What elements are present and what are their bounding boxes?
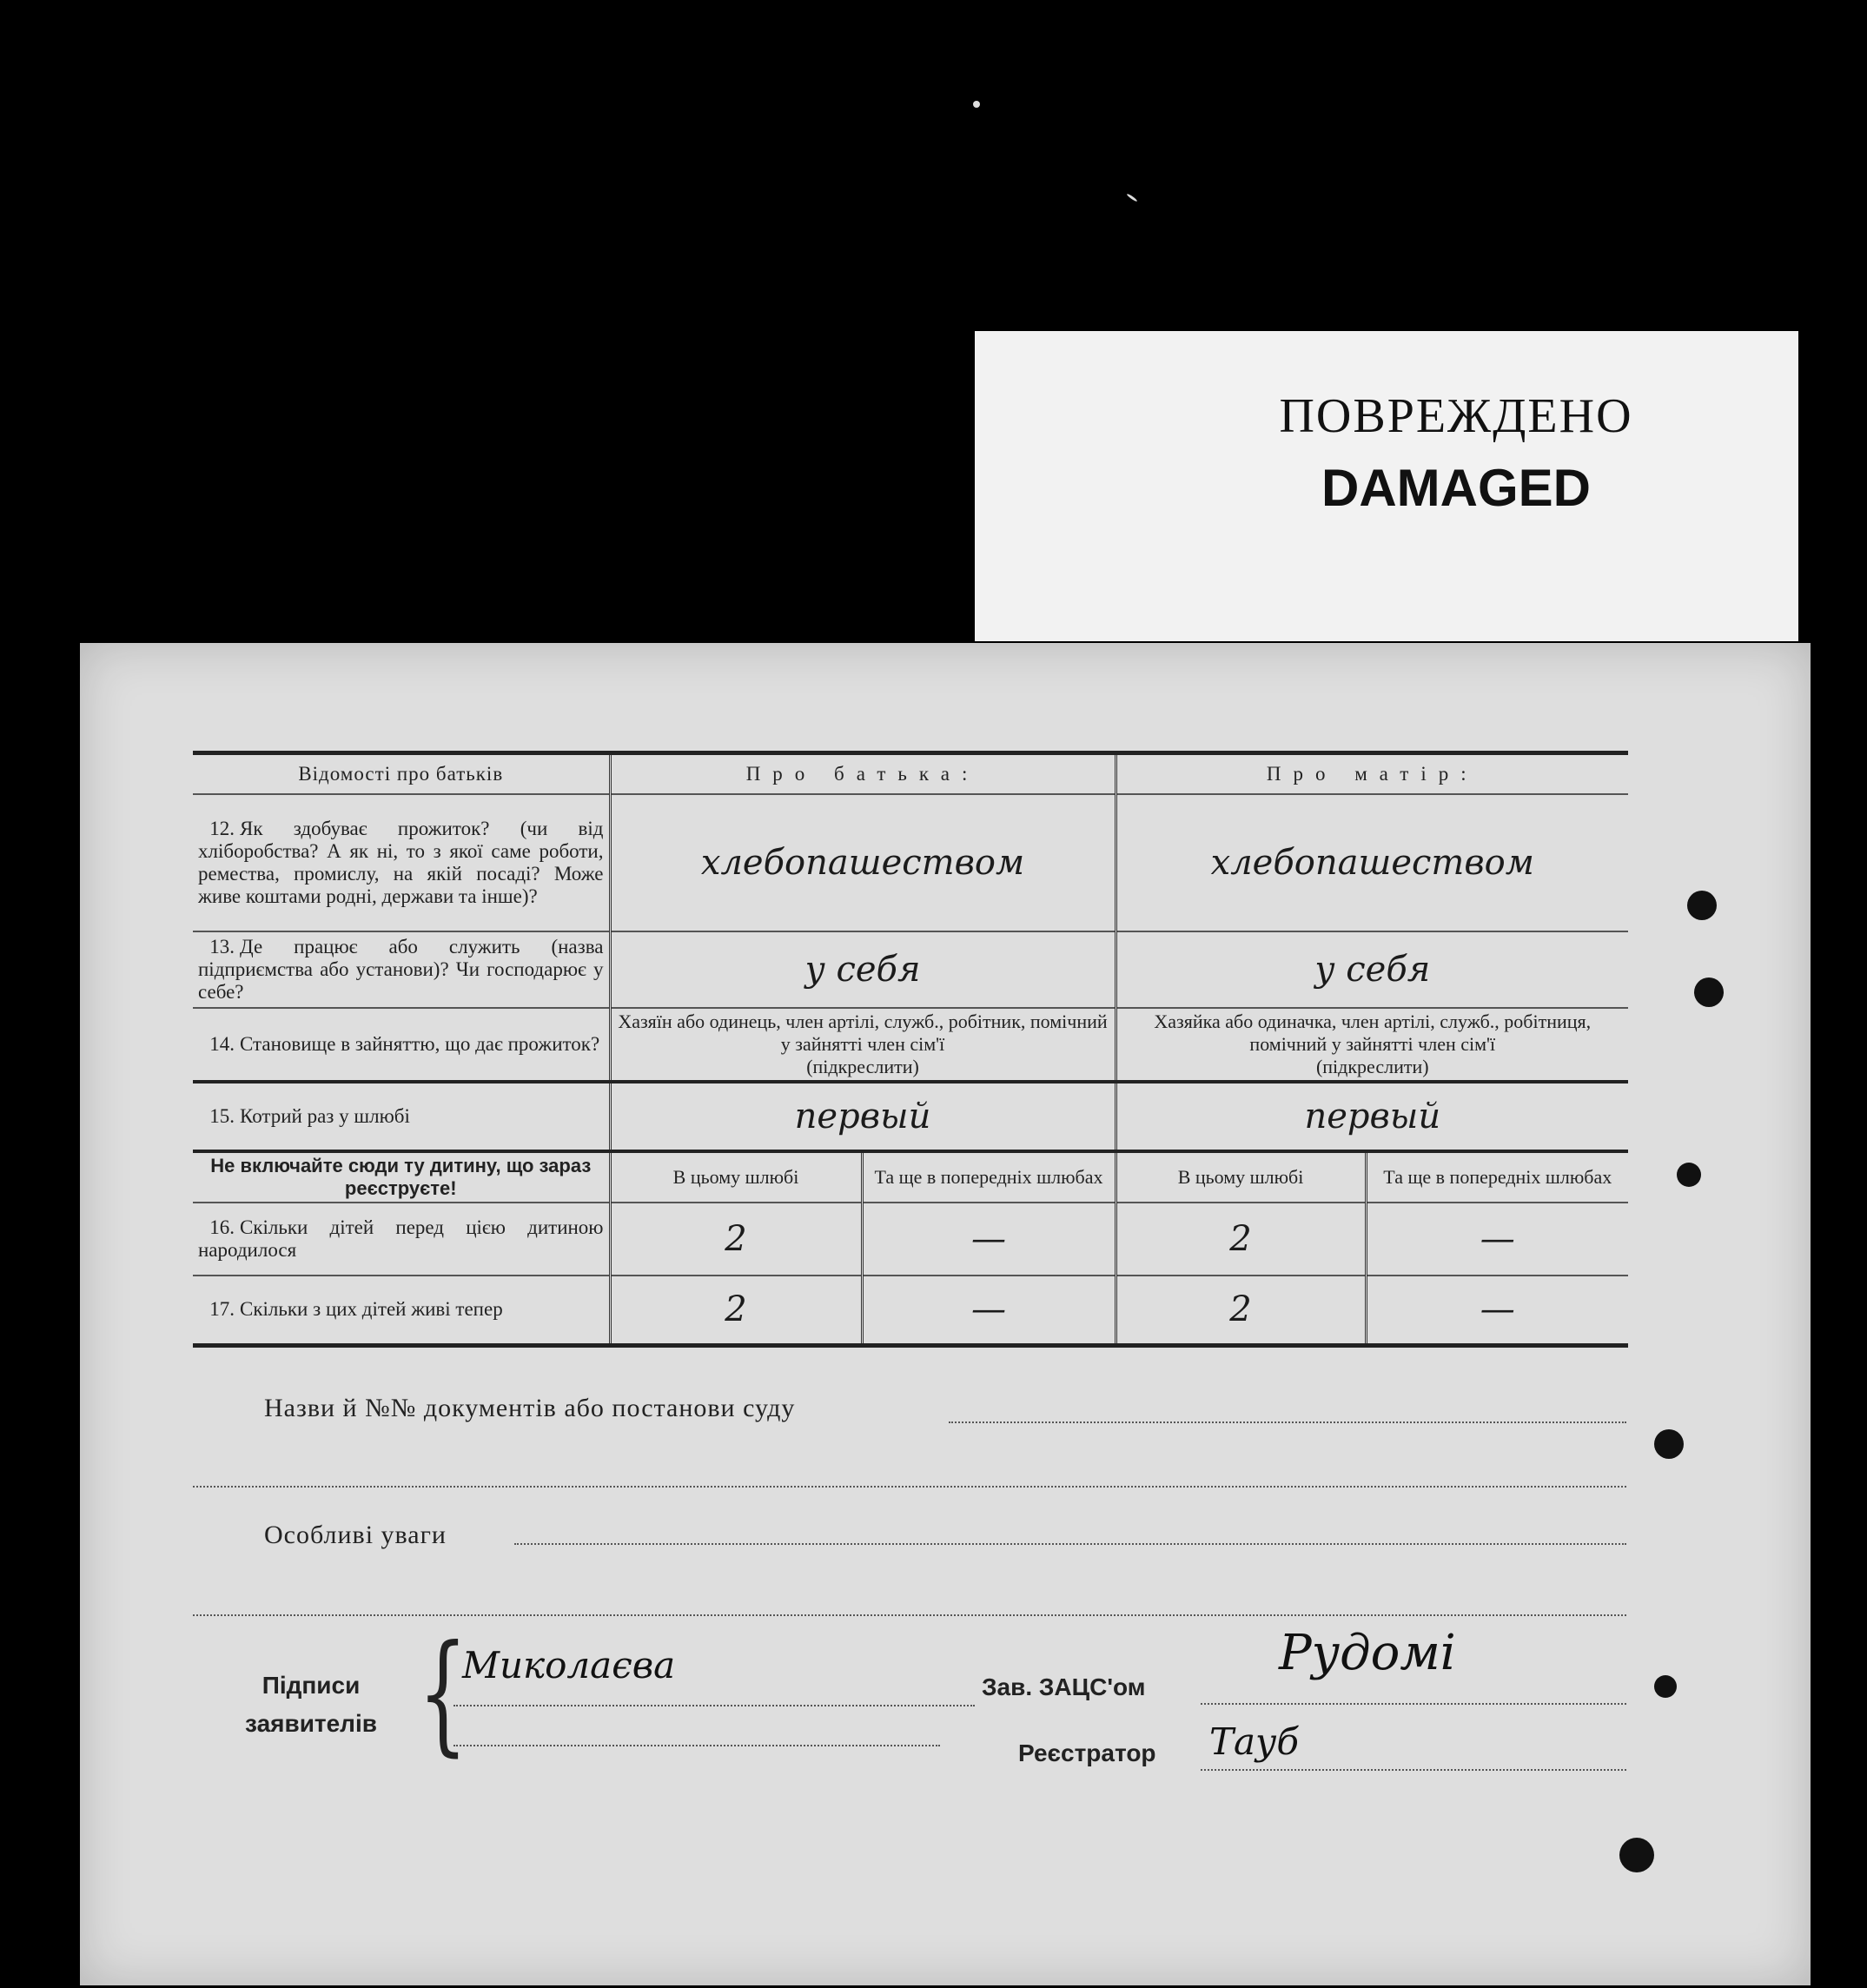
header-father: Про батька: (610, 753, 1116, 795)
question-15: 15. Котрий раз у шлюбі (193, 1082, 610, 1151)
documents-line-2 (193, 1486, 1626, 1488)
registrar-sig-line (1201, 1769, 1626, 1771)
punch-hole (1619, 1838, 1654, 1872)
father-livelihood: хлебопашеством (610, 794, 1116, 931)
note-exclude-child: Не включайте сюди ту дитину, що зараз реєструєте! (193, 1151, 610, 1203)
dust-speck (1126, 193, 1137, 202)
mother-workplace: у себя (1116, 931, 1628, 1008)
header-mother: Про матір: (1116, 753, 1628, 795)
head-sig-line (1201, 1703, 1626, 1705)
q17-father-prev: — (862, 1276, 1116, 1345)
registrar-label: Реєстратор (1018, 1740, 1156, 1766)
q17-mother-prev: — (1366, 1276, 1628, 1345)
documents-line (949, 1421, 1626, 1423)
q16-father-this: 2 (610, 1203, 862, 1276)
father-previous-marriages: Та ще в попередніх шлюбах (862, 1151, 1116, 1203)
damaged-tag-ru: ПОВРЕЖДЕНО (1279, 389, 1633, 443)
question-16: 16. Скільки дітей перед цією дитиною народилося (193, 1203, 610, 1276)
applicants-signature-label: Підписи заявителів (245, 1672, 377, 1737)
q16-mother-prev: — (1366, 1203, 1628, 1276)
question-12: 12. Як здобуває прожиток? (чи від хліборобства? А як ні, то з якої саме роботи, ремества, промислу, на якій посаді? Може живе коштами родні, держави та інше)? (193, 794, 610, 931)
mother-previous-marriages: Та ще в попередніх шлюбах (1366, 1151, 1628, 1203)
punch-hole (1654, 1429, 1684, 1459)
question-17: 17. Скільки з цих дітей живі тепер (193, 1276, 610, 1345)
father-workplace: у себя (610, 931, 1116, 1008)
applicant-sig-line-2 (454, 1745, 940, 1746)
q17-father-this: 2 (610, 1276, 862, 1345)
record-card (80, 643, 1811, 1985)
registrar-signature: Тауб (1209, 1720, 1300, 1763)
father-in-this-marriage: В цьому шлюбі (610, 1151, 862, 1203)
father-marriage-count: первый (610, 1082, 1116, 1151)
q16-father-prev: — (862, 1203, 1116, 1276)
mother-occupation-status: Хазяйка або одиначка, член артілі, служб., робітниця, помічний у зайнятті член сім'ї (підкреслити) (1116, 1008, 1628, 1082)
header-parents-info: Відомості про батьків (193, 753, 610, 795)
special-notes-line-2 (193, 1614, 1626, 1616)
damaged-tag (975, 331, 1798, 641)
documents-label: Назви й №№ документів або постанови суду (264, 1394, 796, 1422)
punch-hole (1654, 1675, 1677, 1698)
parents-info-table (193, 751, 1628, 1348)
mother-livelihood: хлебопашеством (1116, 794, 1628, 931)
mother-marriage-count: первый (1116, 1082, 1628, 1151)
punch-hole (1694, 977, 1724, 1007)
brace: { (418, 1618, 468, 1769)
mother-in-this-marriage: В цьому шлюбі (1116, 1151, 1366, 1203)
q16-mother-this: 2 (1116, 1203, 1366, 1276)
punch-hole (1687, 891, 1717, 920)
head-zags-label: Зав. ЗАЦС'ом (982, 1673, 1146, 1700)
question-13: 13. Де працює або служить (назва підприємства або установи)? Чи господарює у себе? (193, 931, 610, 1008)
damaged-tag-en: DAMAGED (1321, 459, 1591, 517)
father-occupation-status: Хазяїн або одинець, член артілі, служб., робітник, помічний у зайнятті член сім'ї (підкреслити) (610, 1008, 1116, 1082)
special-notes-line (514, 1543, 1626, 1545)
applicant-signature: Миколаєва (462, 1644, 676, 1686)
dust-speck (973, 101, 980, 108)
head-zags-signature: Рудомі (1279, 1625, 1456, 1681)
question-14: 14. Становище в зайняттю, що дає прожиток? (193, 1008, 610, 1082)
punch-hole (1677, 1163, 1701, 1187)
applicant-sig-line-1 (454, 1705, 975, 1706)
q17-mother-this: 2 (1116, 1276, 1366, 1345)
special-notes-label: Особливі уваги (264, 1521, 447, 1549)
